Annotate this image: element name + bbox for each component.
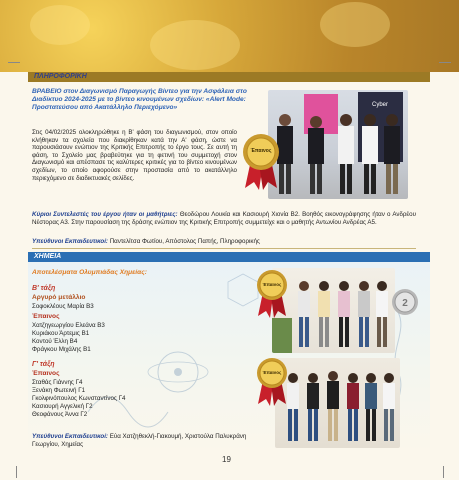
praise-medal-icon bbox=[241, 132, 281, 192]
praise-medal-icon-3 bbox=[255, 356, 289, 408]
section-title-chemistry: ΧΗΜΕΙΑ bbox=[34, 253, 62, 260]
informatics-teachers-text: Παντελίτσα Φωτίου, Απόστολος Παπής, Πληροφορικής bbox=[107, 238, 260, 245]
section-title-informatics: ΠΛΗΡΟΦΟΡΙΚΗ bbox=[34, 73, 87, 80]
informatics-team-photo bbox=[268, 90, 408, 199]
praise-medal-label-2: Έπαινος bbox=[262, 282, 282, 287]
informatics-teachers-label: Υπεύθυνοι Εκπαιδευτικοί: bbox=[32, 238, 108, 245]
groupC-praise-0: Σταθάς Γιάννης Γ4 bbox=[32, 379, 83, 386]
praise-medal-label: Έπαινος bbox=[250, 148, 272, 154]
silver-medal-icon bbox=[391, 288, 419, 316]
creators-label: Κύριοι Συντελεστές του έργου ήταν οι μαθήτριες: bbox=[32, 211, 178, 218]
groupB-praise-0: Χατζηγεωργίου Ελεάνα Β3 bbox=[32, 322, 105, 329]
groupB-praise-1: Κυριάκου Άρτεμις Β1 bbox=[32, 330, 90, 337]
chemistry-teachers-text: Εύα Χατζηθεκλή-Γιακουμή, Χριστούλα Παλυκράνη Γεωργίου, Χημείας bbox=[32, 433, 247, 448]
groupB-praise-2: Κοντού Έλλη Β4 bbox=[32, 338, 78, 345]
chemistry-groupC-photo bbox=[275, 358, 400, 448]
groupB-praise-3: Φράγκου Μιχάλης Β1 bbox=[32, 346, 91, 353]
chemistry-headline: Αποτελέσματα Ολυμπιάδας Χημείας: bbox=[32, 269, 147, 276]
groupB-title: Β' τάξη bbox=[32, 285, 56, 292]
informatics-creators bbox=[32, 211, 416, 226]
top-banner bbox=[0, 0, 459, 72]
chemistry-teachers-label: Υπεύθυνοι Εκπαιδευτικοί: bbox=[32, 433, 108, 440]
creators-text: Θεοδώρου Λουκία και Κασιουρή Χιονία Β2. Βοηθός εικονογράφησης ήταν ο Ανδρέου Νέστορας Α3. Στην παρουσίαση της δράσης ενώπιον της Κριτικής Επιτροπής συμμετείχε και ο μαθητής Αντωνίου Ανδρέας Α5. bbox=[32, 211, 416, 226]
groupC-title: Γ' τάξη bbox=[32, 361, 55, 368]
silver-label: Αργυρό μετάλλιο bbox=[32, 294, 86, 301]
page-number: 19 bbox=[222, 455, 231, 464]
svg-text:Cyber: Cyber bbox=[372, 102, 389, 108]
chemistry-groupB-photo bbox=[272, 268, 395, 353]
groupB-praise-label: Έπαινος bbox=[32, 313, 60, 320]
informatics-paragraph: Στις 04/02/2025 ολοκληρώθηκε η Β' φάση του διαγωνισμού, στον οποίο κλήθηκαν τα σχολεία που διακρίθηκαν κατά την Α' φάση, ώστε να παρουσιάσουν ενώπιον της Κριτικής Επιτροπής το έργο τους. Σε αυτή τη φάση, το Σχολείο μας βραβεύτηκε για τη φετινή του συμμετοχή στον Διαγωνισμό και απέσπασε τις καλύτερες κριτικές για το βίντεο κινουμένων σχεδίων, το οποίο αφορούσε στην προστασία από το ακατάλληλο περιεχόμενο σε διαδικτυακές σελίδες. bbox=[32, 129, 237, 182]
silver-name-0: Σοφοκλέους Μαρία Β3 bbox=[32, 303, 94, 310]
section-bar-chemistry bbox=[28, 252, 430, 262]
informatics-headline: ΒΡΑΒΕΙΟ στον Διαγωνισμό Παραγωγής Βίντεο για την Ασφάλεια στο Διαδίκτυο 2024-2025 με το βίντεο κινουμένων σχεδίων: «Alert Mode: Προστατεύσου από Ακατάλληλο Περιεχόμενο» bbox=[32, 88, 247, 111]
groupC-praise-2: Γκολφινόπουλος Κωνσταντίνος Γ4 bbox=[32, 395, 126, 402]
praise-medal-label-3: Έπαινος bbox=[262, 370, 282, 375]
groupC-praise-4: Θεοφάνους Άννα Γ2 bbox=[32, 411, 88, 418]
svg-text:2: 2 bbox=[402, 298, 408, 309]
chemistry-teachers bbox=[32, 433, 272, 448]
praise-medal-icon-2 bbox=[255, 268, 289, 320]
groupC-praise-1: Ξενάκη Φωτεινή Γ1 bbox=[32, 387, 86, 394]
informatics-teachers bbox=[32, 238, 416, 246]
groupC-praise-3: Κασιουρή Αγγελική Γ2 bbox=[32, 403, 93, 410]
section-bar-informatics bbox=[28, 72, 430, 82]
groupC-praise-label: Έπαινος bbox=[32, 370, 60, 377]
divider bbox=[32, 248, 416, 249]
